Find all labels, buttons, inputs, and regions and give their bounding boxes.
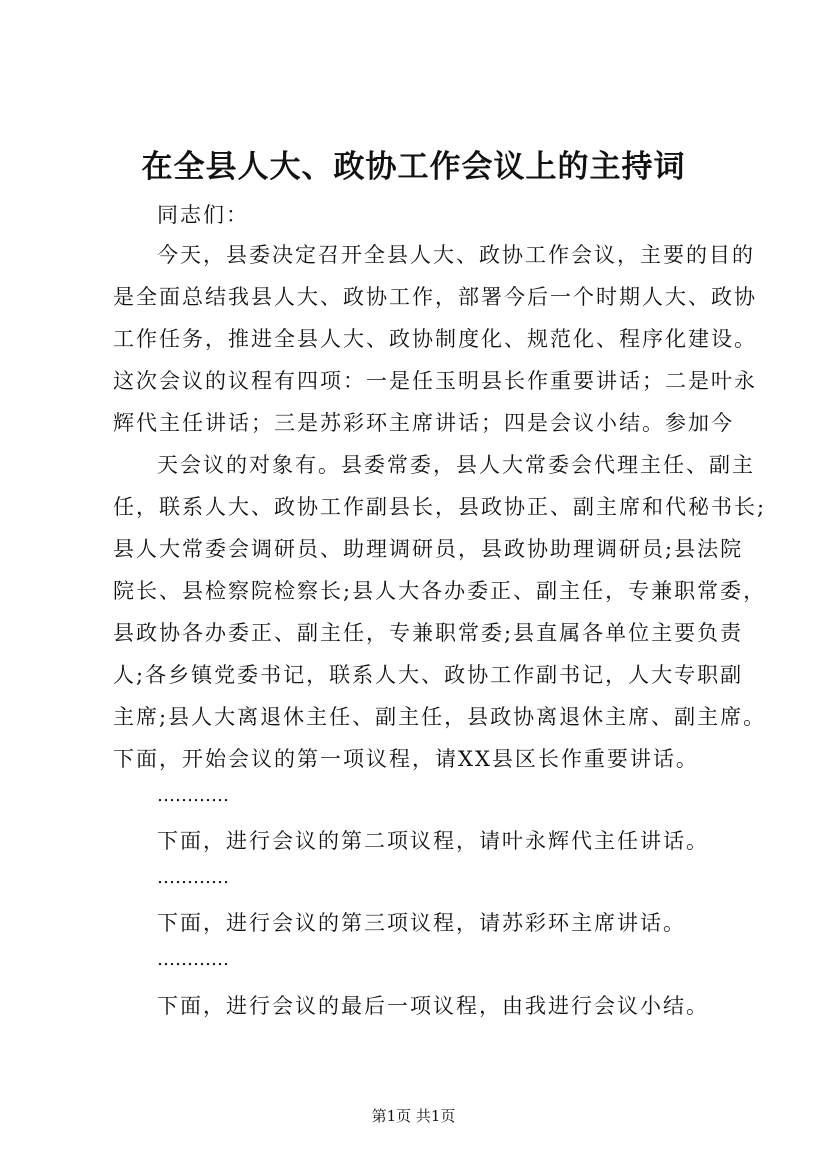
paragraph-line: 今天，县委决定召开全县人大、政协工作会议，主要的目的 bbox=[157, 243, 755, 267]
agenda-item-4: 下面，进行会议的最后一项议程，由我进行会议小结。 bbox=[157, 994, 709, 1018]
page-footer: 第1页 共1页 bbox=[371, 1107, 456, 1125]
paragraph-line: 下面，开始会议的第一项议程，请XX县区长作重要讲话。 bbox=[113, 747, 699, 771]
paragraph-line: 县政协各办委正、副主任，专兼职常委;县直属各单位主要负责 bbox=[113, 621, 744, 645]
paragraph-line: 这次会议的议程有四项：一是任玉明县长作重要讲话；二是叶永 bbox=[113, 369, 757, 393]
paragraph-line: 辉代主任讲话；三是苏彩环主席讲话；四是会议小结。参加今 bbox=[113, 411, 734, 435]
paragraph-line: 天会议的对象有。县委常委，县人大常委会代理主任、副主 bbox=[157, 453, 755, 477]
agenda-item-3: 下面，进行会议的第三项议程，请苏彩环主席讲话。 bbox=[157, 911, 686, 935]
ellipsis-separator: ………… bbox=[157, 785, 229, 806]
greeting: 同志们： bbox=[157, 203, 249, 227]
agenda-item-2: 下面，进行会议的第二项议程，请叶永辉代主任讲话。 bbox=[157, 829, 709, 853]
paragraph-line: 人;各乡镇党委书记，联系人大、政协工作副书记，人大专职副 bbox=[113, 663, 744, 687]
paragraph-line: 主席;县人大离退休主任、副主任，县政协离退休主席、副主席。 bbox=[113, 705, 767, 729]
ellipsis-separator: ………… bbox=[157, 949, 229, 970]
paragraph-line: 县人大常委会调研员、助理调研员，县政协助理调研员;县法院 bbox=[113, 537, 744, 561]
document-title: 在全县人大、政协工作会议上的主持词 bbox=[141, 149, 686, 185]
paragraph-line: 院长、县检察院检察长;县人大各办委正、副主任，专兼职常委， bbox=[113, 579, 767, 603]
paragraph-line: 任，联系人大、政协工作副县长，县政协正、副主席和代秘书长; bbox=[113, 495, 767, 519]
paragraph-line: 工作任务，推进全县人大、政协制度化、规范化、程序化建设。 bbox=[113, 327, 757, 351]
paragraph-line: 是全面总结我县人大、政协工作，部署今后一个时期人大、政协 bbox=[113, 285, 757, 309]
ellipsis-separator: ………… bbox=[157, 867, 229, 888]
